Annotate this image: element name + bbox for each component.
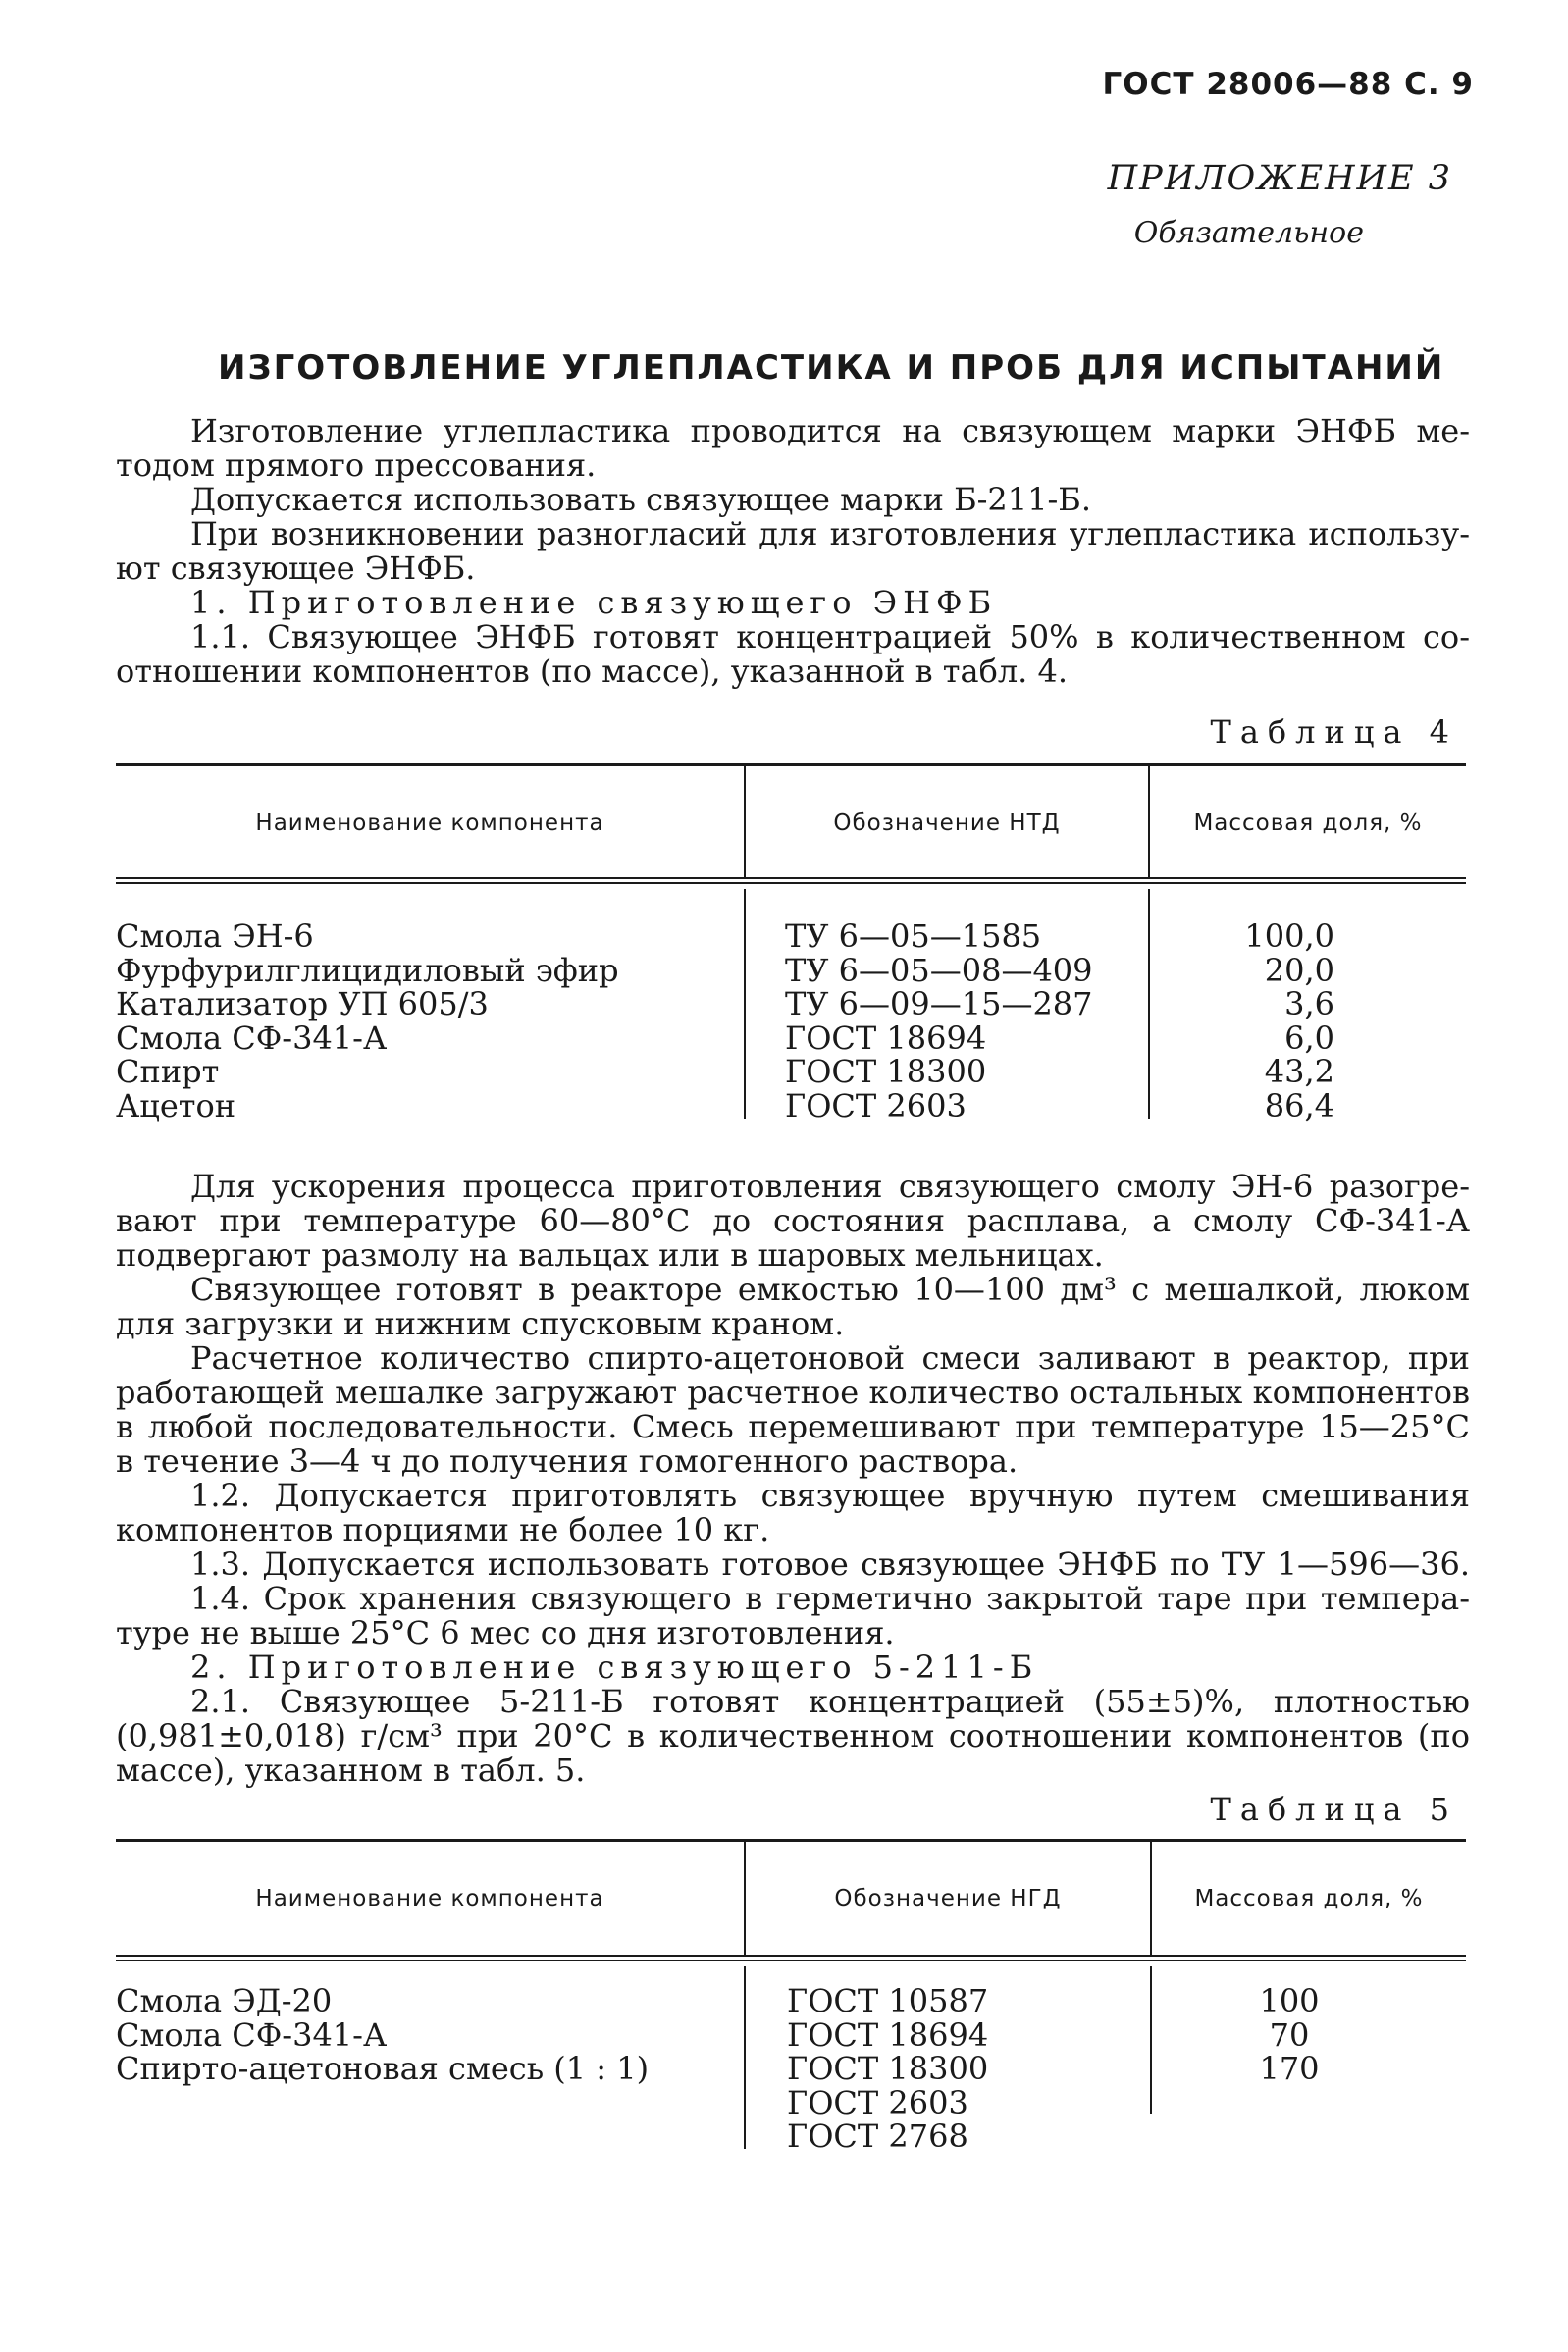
table-5-header-name: Наименование компонента (255, 1886, 604, 1911)
table-4-name: Смола ЭН-6 (116, 917, 314, 955)
table-4-doc: ГОСТ 18300 (785, 1053, 987, 1090)
table-5-name: Спирто-ацетоновая смесь (1 : 1) (116, 2050, 650, 2087)
table-4-top-rule (116, 763, 1466, 766)
page-title: ИЗГОТОВЛЕНИЕ УГЛЕПЛАСТИКА И ПРОБ ДЛЯ ИСПЫТАНИЙ (218, 348, 1445, 388)
table-5-name: Смола ЭД-20 (116, 1982, 333, 2019)
table-4-header-doc: Обозначение НТД (833, 810, 1061, 836)
table-4-name: Катализатор УП 605/3 (116, 985, 489, 1022)
table-4-name: Фурфурилглицидиловый эфир (116, 951, 619, 989)
section-1-3: 1.3. Допускается использовать готовое связующее ЭНФБ по ТУ 1—596—36. (190, 1545, 1470, 1583)
table-4-header-rule (116, 877, 1466, 884)
section-2-1-line3: массе), указанном в табл. 5. (116, 1751, 586, 1789)
table-5-header-share: Массовая доля, % (1194, 1886, 1424, 1911)
section-1-4-line2: туре не выше 25°С 6 мес со дня изготовления. (116, 1614, 895, 1651)
table-5-value: 70 (1269, 2015, 1310, 2054)
table-5-body-divider-2 (1150, 1966, 1152, 2114)
table-5-header-rule (116, 1955, 1466, 1961)
section-1-2-line2: компонентов порциями не более 10 кг. (116, 1511, 770, 1548)
section-2-heading: 2. Приготовление связующего 5-211-Б (190, 1648, 1039, 1686)
para-a-line3: подвергают размолу на вальцах или в шаровых мельницах. (116, 1236, 1104, 1274)
table-4-value: 86,4 (1264, 1086, 1334, 1124)
table-4-doc: ГОСТ 18694 (785, 1019, 987, 1057)
para-c-line1: Расчетное количество спирто-ацетоновой смеси заливают в реактор, при (190, 1339, 1470, 1377)
para-c-line2: работающей мешалке загружают расчетное количество остальных компонентов (116, 1374, 1470, 1411)
table-4-name: Смола СФ-341-А (116, 1019, 388, 1057)
table-5-value: 100 (1259, 1982, 1320, 2019)
table-4-doc: ГОСТ 2603 (785, 1086, 967, 1124)
table-5-value: 170 (1259, 2050, 1320, 2087)
intro-p1-line2: тодом прямого прессования. (116, 446, 597, 484)
table-5-doc: ГОСТ 10587 (787, 1982, 989, 2019)
table-4-value: 3,6 (1284, 985, 1334, 1022)
appendix-subtitle: Обязательное (1133, 216, 1364, 250)
table-4-header-share: Массовая доля, % (1193, 810, 1423, 836)
table-4-doc: ТУ 6—09—15—287 (785, 985, 1093, 1022)
table-5-caption: Таблица 5 (1210, 1791, 1458, 1828)
para-b-line1: Связующее готовят в реакторе емкостью 10—100 дм³ с мешалкой, люком (190, 1271, 1470, 1308)
document-reference: ГОСТ 28006—88 С. 9 (1102, 67, 1474, 102)
table-4-name: Ацетон (116, 1086, 236, 1124)
section-2-1-line2: (0,981±0,018) г/см³ при 20°С в количественном соотношении компонентов (по (116, 1717, 1470, 1754)
section-1-2-line1: 1.2. Допускается приготовлять связующее вручную путем смешивания (190, 1477, 1470, 1514)
intro-p2: Допускается использовать связующее марки Б-211-Б. (190, 481, 1091, 518)
section-1-1-line1: 1.1. Связующее ЭНФБ готовят концентрацией 50% в количественном со- (190, 618, 1470, 655)
table-5-doc: ГОСТ 18694 (787, 2015, 989, 2054)
para-a-line2: вают при температуре 60—80°С до состояния расплава, а смолу СФ-341-А (116, 1202, 1470, 1239)
table-4-caption: Таблица 4 (1210, 713, 1458, 751)
para-a-line1: Для ускорения процесса приготовления связующего смолу ЭН-6 разогре- (190, 1168, 1470, 1205)
section-1-heading: 1. Приготовление связующего ЭНФБ (190, 584, 998, 621)
table-5-doc: ГОСТ 2768 (787, 2117, 968, 2155)
table-5-doc: ГОСТ 2603 (787, 2083, 968, 2121)
para-c-line4: в течение 3—4 ч до получения гомогенного раствора. (116, 1442, 1019, 1480)
table-4-name: Спирт (116, 1053, 220, 1090)
section-1-1-line2: отношении компонентов (по массе), указанной в табл. 4. (116, 653, 1069, 690)
table-5-header-doc: Обозначение НГД (834, 1886, 1062, 1911)
table-4-body-divider-2 (1148, 889, 1150, 1119)
intro-p3-line2: ют связующее ЭНФБ. (116, 549, 476, 587)
table-4-value: 6,0 (1284, 1019, 1334, 1057)
table-4-body-divider-1 (744, 889, 746, 1119)
table-5-name: Смола СФ-341-А (116, 2015, 388, 2054)
table-4-value: 100,0 (1244, 917, 1334, 955)
para-c-line3: в любой последовательности. Смесь перемешивают при температуре 15—25°С (116, 1408, 1470, 1445)
table-4-doc: ТУ 6—05—1585 (785, 917, 1042, 955)
intro-p3-line1: При возникновении разногласий для изготовления углепластика использу- (190, 515, 1470, 552)
intro-p1-line1: Изготовление углепластика проводится на связующем марки ЭНФБ ме- (190, 412, 1470, 449)
table-5-body-divider-1 (744, 1966, 746, 2149)
table-5-doc: ГОСТ 18300 (787, 2050, 989, 2087)
table-4-value: 43,2 (1264, 1053, 1334, 1090)
table-5-top-rule (116, 1839, 1466, 1842)
section-1-4-line1: 1.4. Срок хранения связующего в герметично закрытой таре при темпера- (190, 1580, 1470, 1617)
section-2-1-line1: 2.1. Связующее 5-211-Б готовят концентрацией (55±5)%, плотностью (190, 1683, 1470, 1720)
appendix-title: ПРИЛОЖЕНИЕ 3 (1107, 159, 1452, 198)
table-4-doc: ТУ 6—05—08—409 (785, 951, 1093, 989)
para-b-line2: для загрузки и нижним спусковым краном. (116, 1305, 845, 1342)
table-4-value: 20,0 (1264, 951, 1334, 989)
table-4-header-name: Наименование компонента (255, 810, 604, 836)
